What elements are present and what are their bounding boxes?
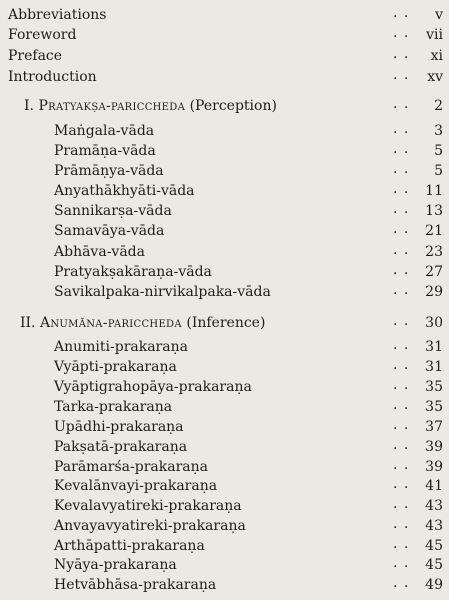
toc-entry[interactable] xyxy=(0,242,449,262)
entry-page-number: 43 xyxy=(425,518,443,534)
entry-label: Abbreviations xyxy=(8,7,107,23)
entry-label: Vyāptigrahopāya-prakaraṇa xyxy=(54,379,252,395)
toc-entry[interactable] xyxy=(0,262,449,282)
section-gloss: (Inference) xyxy=(186,315,266,331)
toc-entry[interactable] xyxy=(0,555,449,575)
entry-label: Preface xyxy=(8,48,63,64)
entry-page-number: vii xyxy=(426,27,443,43)
entry-label: Abhāva-vāda xyxy=(54,244,145,260)
leader-dots: . . xyxy=(393,377,410,393)
entry-page-number: 37 xyxy=(425,419,443,435)
entry-label: Kevalānvayi-prakaraṇa xyxy=(54,478,218,494)
entry-page-number: 5 xyxy=(434,163,443,179)
leader-dots: . . xyxy=(393,476,410,492)
entry-label: Savikalpaka-nirvikalpaka-vāda xyxy=(54,284,271,300)
leader-dots: . . xyxy=(393,96,410,112)
leader-dots: . . xyxy=(393,121,410,137)
leader-dots: . . xyxy=(393,575,410,591)
entry-page-number: 45 xyxy=(425,538,443,554)
entry-page-number: 3 xyxy=(434,123,443,139)
leader-dots: . . xyxy=(393,46,410,62)
section-name: Anumāna-pariccheda xyxy=(39,315,182,331)
entry-page-number: 21 xyxy=(425,223,443,239)
entry-page-number: 45 xyxy=(425,557,443,573)
entry-label: Anyathākhyāti-vāda xyxy=(54,183,195,199)
section-numeral: II. xyxy=(20,315,36,331)
entry-label: Parāmarśa-prakaraṇa xyxy=(54,459,208,475)
toc-entry[interactable] xyxy=(0,377,449,397)
toc-entry[interactable] xyxy=(0,181,449,201)
entry-label: Anumiti-prakaraṇa xyxy=(54,339,188,355)
leader-dots: . . xyxy=(393,221,410,237)
entry-page-number: 23 xyxy=(425,244,443,260)
toc-entry[interactable] xyxy=(0,516,449,536)
section-heading xyxy=(24,96,277,116)
entry-label: Sannikarṣa-vāda xyxy=(54,203,172,219)
leader-dots: . . xyxy=(393,282,410,298)
leader-dots: . . xyxy=(393,25,410,41)
entry-page-number: 13 xyxy=(425,203,443,219)
leader-dots: . . xyxy=(393,457,410,473)
entry-page-number: 43 xyxy=(425,498,443,514)
entry-page-number: 35 xyxy=(425,379,443,395)
toc-entry[interactable] xyxy=(0,397,449,417)
entry-page-number: 5 xyxy=(434,143,443,159)
leader-dots: . . xyxy=(393,313,410,329)
entry-label: Hetvābhāsa-prakaraṇa xyxy=(54,577,217,593)
toc-section-heading-inference[interactable] xyxy=(0,313,449,333)
leader-dots: . . xyxy=(393,417,410,433)
toc-entry[interactable] xyxy=(0,141,449,161)
entry-label: Kevalavyatireki-prakaraṇa xyxy=(54,498,242,514)
entry-page-number: xi xyxy=(430,48,443,64)
entry-label: Upādhi-prakaraṇa xyxy=(54,419,184,435)
leader-dots: . . xyxy=(393,242,410,258)
toc-entry-abbreviations[interactable] xyxy=(0,5,449,25)
entry-page-number: 39 xyxy=(425,459,443,475)
leader-dots: . . xyxy=(393,67,410,83)
entry-page-number: v xyxy=(435,7,443,23)
toc-entry[interactable] xyxy=(0,282,449,302)
leader-dots: . . xyxy=(393,496,410,512)
entry-label: Prāmāṇya-vāda xyxy=(54,163,164,179)
entry-label: Maṅgala-vāda xyxy=(54,123,155,139)
entry-label: Tarka-prakaraṇa xyxy=(54,399,173,415)
entry-label: Nyāya-prakaraṇa xyxy=(54,557,177,573)
entry-page-number: 35 xyxy=(425,399,443,415)
toc-entry[interactable] xyxy=(0,536,449,556)
section-gloss: (Perception) xyxy=(189,98,277,114)
entry-page-number: 2 xyxy=(434,98,443,114)
leader-dots: . . xyxy=(393,181,410,197)
entry-label: Anvayavyatireki-prakaraṇa xyxy=(54,518,246,534)
toc-entry[interactable] xyxy=(0,575,449,595)
toc-section-heading-perception[interactable] xyxy=(0,96,449,116)
toc-entry[interactable] xyxy=(0,201,449,221)
toc-entry-preface[interactable] xyxy=(0,46,449,66)
entry-page-number: 39 xyxy=(425,439,443,455)
toc-entry[interactable] xyxy=(0,161,449,181)
entry-page-number: 49 xyxy=(425,577,443,593)
toc-entry[interactable] xyxy=(0,417,449,437)
section-numeral: I. xyxy=(24,98,34,114)
entry-label: Vyāpti-prakaraṇa xyxy=(54,359,177,375)
toc-entry[interactable] xyxy=(0,476,449,496)
toc-entry[interactable] xyxy=(0,337,449,357)
leader-dots: . . xyxy=(393,141,410,157)
entry-label: Introduction xyxy=(8,69,97,85)
entry-page-number: 11 xyxy=(425,183,443,199)
entry-label: Pakṣatā-prakaraṇa xyxy=(54,439,188,455)
leader-dots: . . xyxy=(393,516,410,532)
leader-dots: . . xyxy=(393,201,410,217)
leader-dots: . . xyxy=(393,536,410,552)
entry-label: Pramāṇa-vāda xyxy=(54,143,156,159)
toc-entry[interactable] xyxy=(0,221,449,241)
entry-page-number: xv xyxy=(427,69,443,85)
leader-dots: . . xyxy=(393,555,410,571)
leader-dots: . . xyxy=(393,397,410,413)
entry-page-number: 31 xyxy=(425,359,443,375)
entry-label: Samavāya-vāda xyxy=(54,223,165,239)
entry-page-number: 27 xyxy=(425,264,443,280)
toc-entry[interactable] xyxy=(0,357,449,377)
entry-label: Arthāpatti-prakaraṇa xyxy=(54,538,205,554)
toc-entry[interactable] xyxy=(0,457,449,477)
toc-entry[interactable] xyxy=(0,121,449,141)
entry-page-number: 30 xyxy=(425,315,443,331)
toc-entry[interactable] xyxy=(0,496,449,516)
toc-entry-foreword[interactable] xyxy=(0,25,449,45)
toc-entry[interactable] xyxy=(0,437,449,457)
toc-entry-introduction[interactable] xyxy=(0,67,449,87)
leader-dots: . . xyxy=(393,437,410,453)
entry-page-number: 31 xyxy=(425,339,443,355)
entry-page-number: 29 xyxy=(425,284,443,300)
entry-page-number: 41 xyxy=(425,478,443,494)
leader-dots: . . xyxy=(393,357,410,373)
leader-dots: . . xyxy=(393,161,410,177)
leader-dots: . . xyxy=(393,5,410,21)
leader-dots: . . xyxy=(393,262,410,278)
leader-dots: . . xyxy=(393,337,410,353)
section-heading xyxy=(20,313,265,333)
entry-label: Foreword xyxy=(8,27,77,43)
section-name: Pratyakṣa-pariccheda xyxy=(38,98,186,114)
entry-label: Pratyakṣakāraṇa-vāda xyxy=(54,264,212,280)
